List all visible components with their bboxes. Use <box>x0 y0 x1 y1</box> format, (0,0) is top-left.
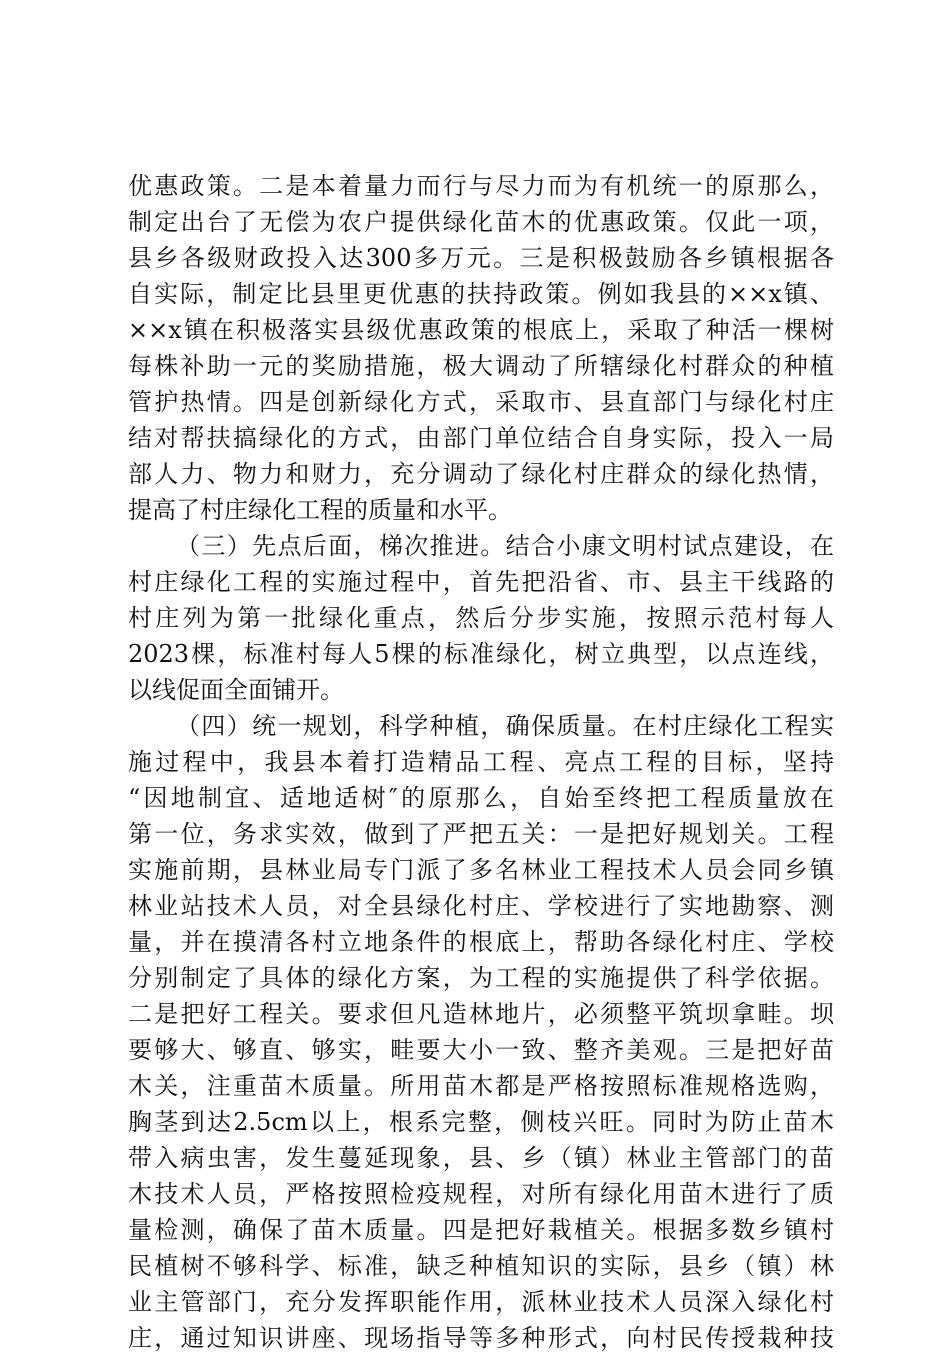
text-line: 胸茎到达2.5cm以上，根系完整，侧枝兴旺。同时为防止苗木 <box>128 1108 834 1136</box>
text-line: 自实际，制定比县里更优惠的扶持政策。例如我县的××x镇、 <box>128 280 834 308</box>
text-line: 县乡各级财政投入达300多万元。三是积极鼓励各乡镇根据各 <box>128 244 834 272</box>
text-line: 庄，通过知识讲座、现场指导等多种形式，向村民传授栽种技 <box>128 1324 834 1352</box>
text-line: 优惠政策。二是本着量力而行与尽力而为有机统一的原那么， <box>128 172 834 200</box>
text-line: 林业站技术人员，对全县绿化村庄、学校进行了实地勘察、测 <box>128 892 834 920</box>
body-text <box>128 168 834 1356</box>
text-line: 2023棵，标准村每人5棵的标准绿化，树立典型，以点连线， <box>128 640 834 668</box>
text-line: 木技术人员，严格按照检疫规程，对所有绿化用苗木进行了质 <box>128 1180 834 1208</box>
text-line: 分别制定了具体的绿化方案，为工程的实施提供了科学依据。 <box>128 964 834 992</box>
text-line: 要够大、够直、够实，畦要大小一致、整齐美观。三是把好苗 <box>128 1036 834 1064</box>
paragraph <box>128 528 834 708</box>
text-line: 结对帮扶搞绿化的方式，由部门单位结合自身实际，投入一局 <box>128 424 834 452</box>
text-line: 施过程中，我县本着打造精品工程、亮点工程的目标，坚持 <box>128 748 834 776</box>
text-line: 实施前期，县林业局专门派了多名林业工程技术人员会同乡镇 <box>128 856 834 884</box>
text-line: （三）先点后面，梯次推进。结合小康文明村试点建设，在 <box>176 532 834 560</box>
text-line: 第一位，务求实效，做到了严把五关：一是把好规划关。工程 <box>128 820 834 848</box>
paragraph <box>128 168 834 528</box>
text-line: 木关，注重苗木质量。所用苗木都是严格按照标准规格选购， <box>128 1072 834 1100</box>
text-line: 量检测，确保了苗木质量。四是把好栽植关。根据多数乡镇村 <box>128 1216 834 1244</box>
text-line: （四）统一规划，科学种植，确保质量。在村庄绿化工程实 <box>176 712 834 740</box>
text-line: 二是把好工程关。要求但凡造林地片，必须整平筑坝拿畦。坝 <box>128 1000 834 1028</box>
text-line: 管护热情。四是创新绿化方式，采取市、县直部门与绿化村庄 <box>128 388 834 416</box>
text-line: 部人力、物力和财力，充分调动了绿化村庄群众的绿化热情， <box>128 460 834 488</box>
text-line: ××x镇在积极落实县级优惠政策的根底上，采取了种活一棵树 <box>128 316 834 344</box>
text-line: 以线促面全面铺开。 <box>128 676 344 704</box>
text-line: 民植树不够科学、标准，缺乏种植知识的实际，县乡（镇）林 <box>128 1252 834 1280</box>
text-line: 带入病虫害，发生蔓延现象，县、乡（镇）林业主管部门的苗 <box>128 1144 834 1172</box>
text-line: 制定出台了无偿为农户提供绿化苗木的优惠政策。仅此一项， <box>128 208 834 236</box>
paragraph <box>128 708 834 1356</box>
text-line: 每株补助一元的奖励措施，极大调动了所辖绿化村群众的种植 <box>128 352 834 380</box>
text-line: “因地制宜、适地适树″的原那么，自始至终把工程质量放在 <box>128 784 834 812</box>
text-line: 提高了村庄绿化工程的质量和水平。 <box>128 496 512 524</box>
text-line: 量，并在摸清各村立地条件的根底上，帮助各绿化村庄、学校 <box>128 928 834 956</box>
text-line: 业主管部门，充分发挥职能作用，派林业技术人员深入绿化村 <box>128 1288 834 1316</box>
text-line: 村庄列为第一批绿化重点，然后分步实施，按照示范村每人 <box>128 604 834 632</box>
text-line: 村庄绿化工程的实施过程中，首先把沿省、市、县主干线路的 <box>128 568 834 596</box>
